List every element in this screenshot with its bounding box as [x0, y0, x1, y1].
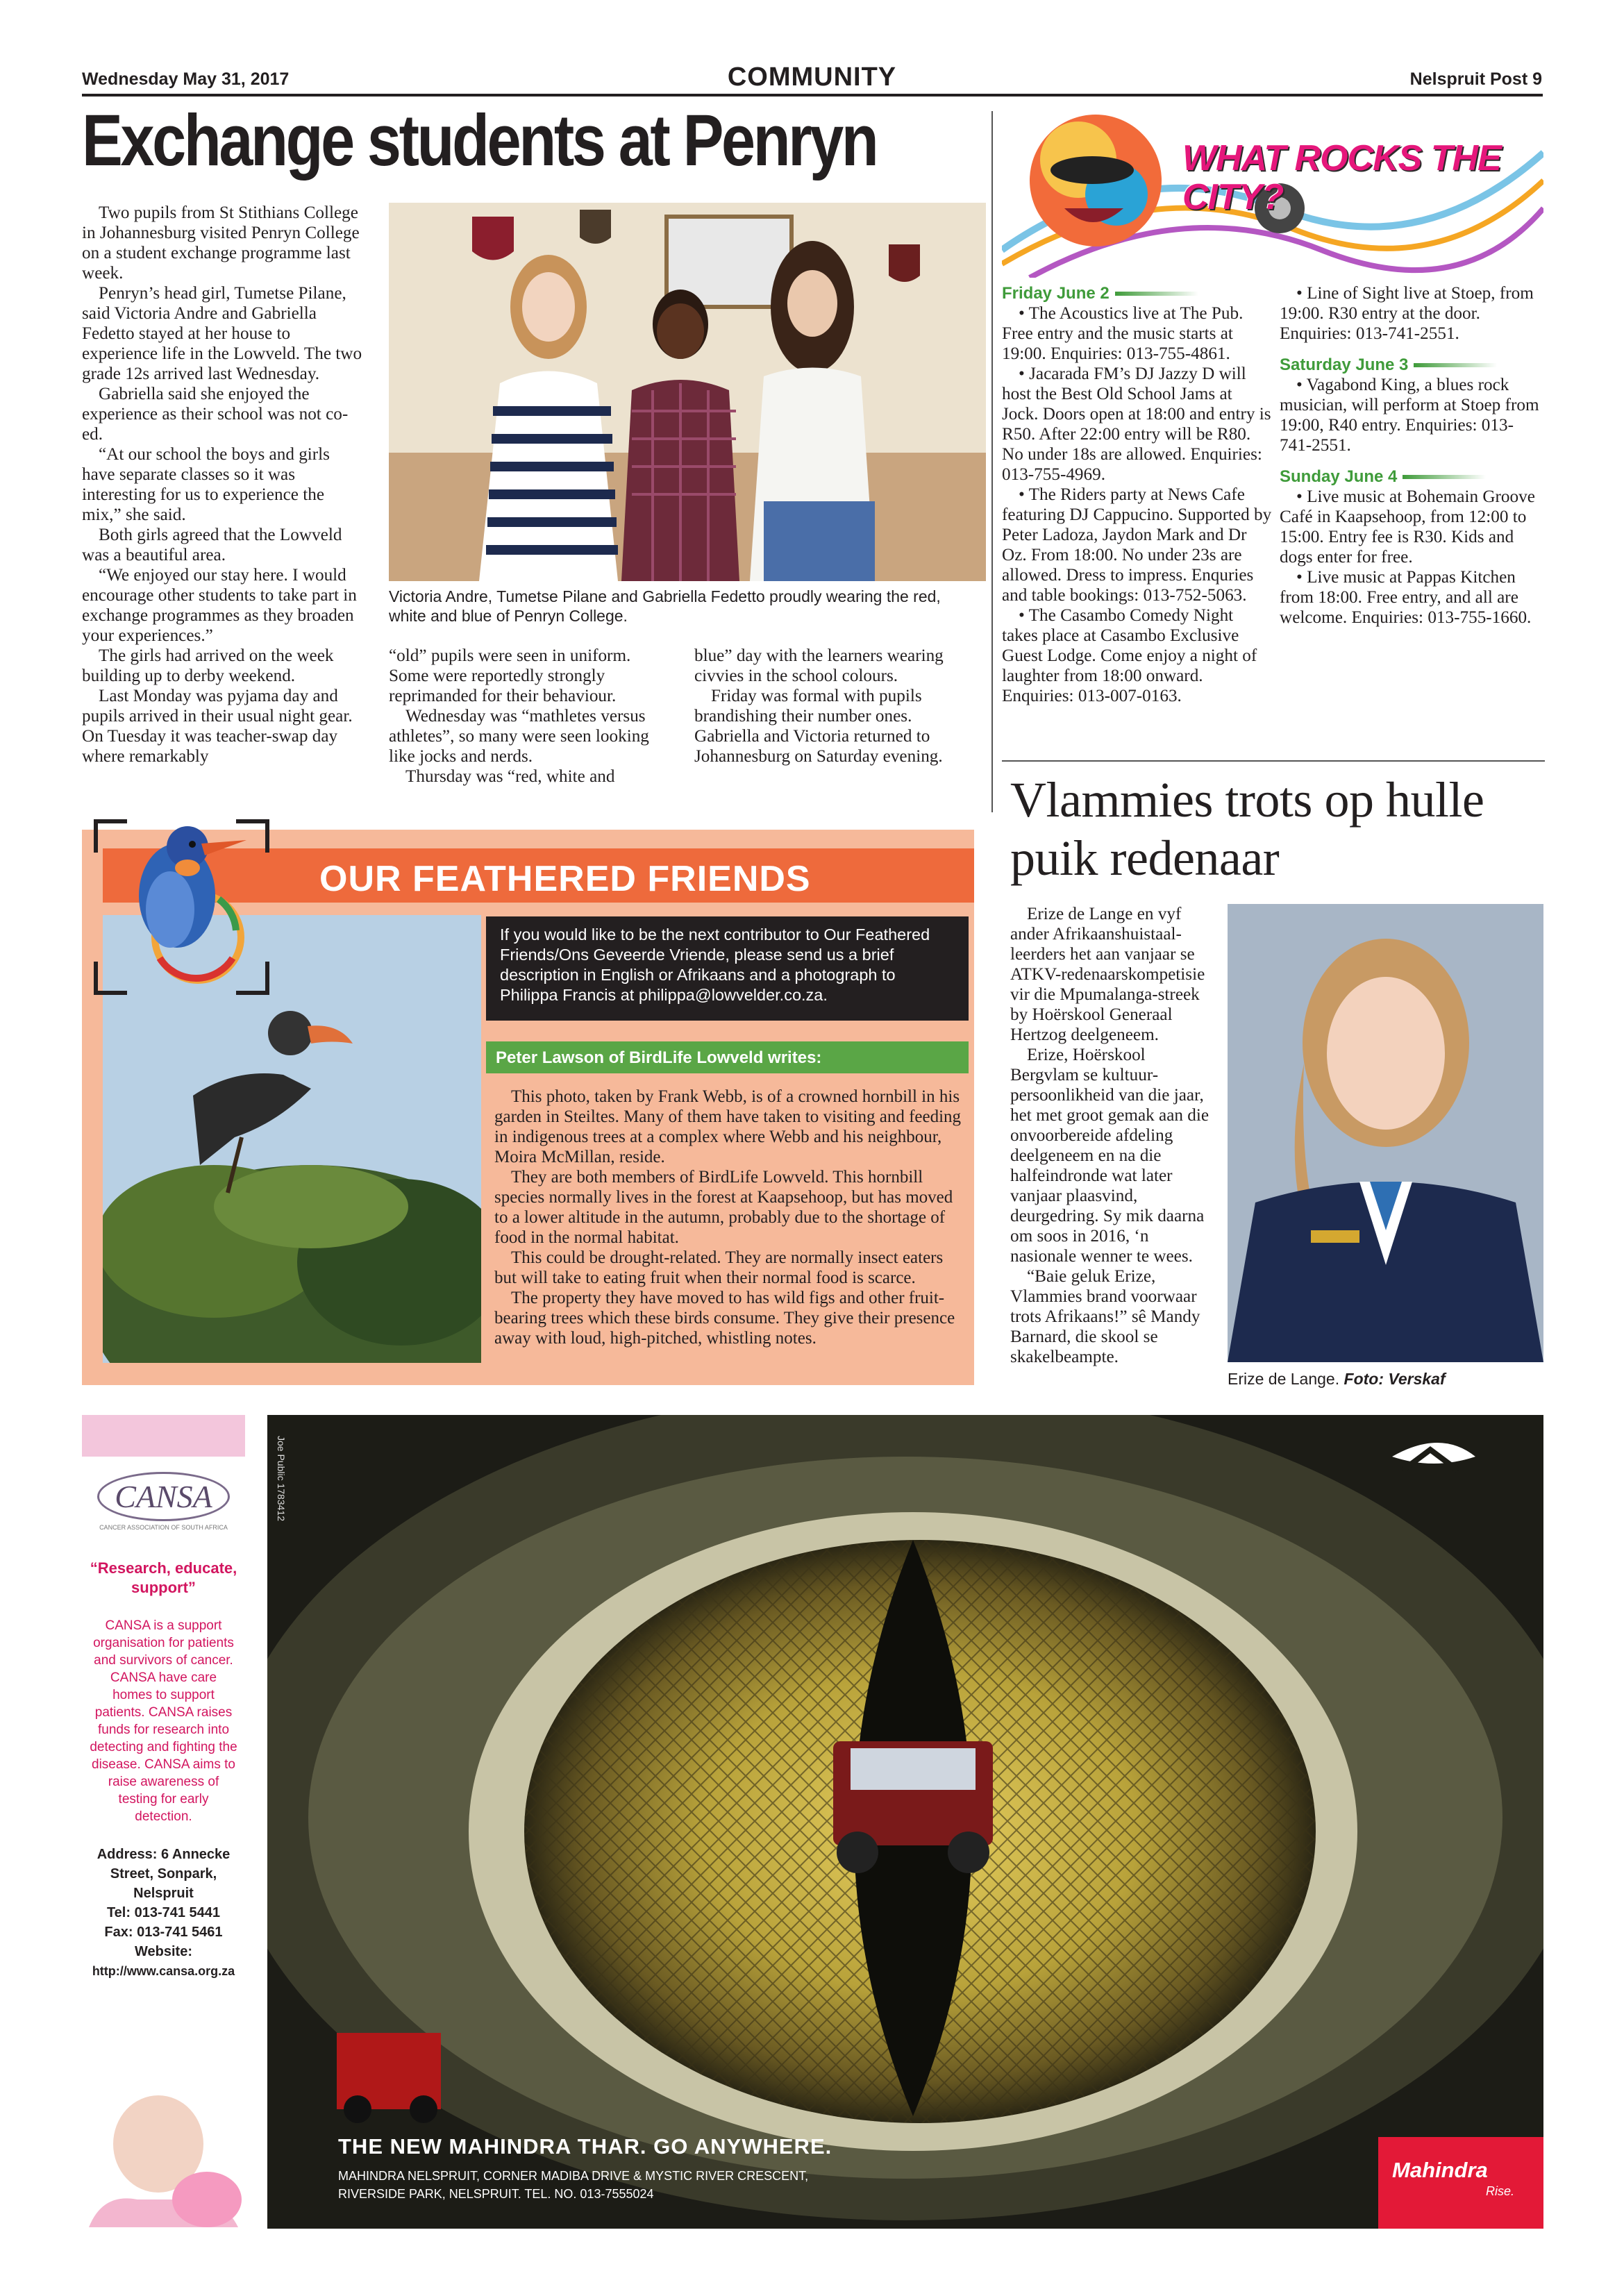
event-item: • Line of Sight live at Stoep, from 19:00. R30 entry at the door. Enquiries: 013-741-2551. — [1280, 284, 1534, 343]
day-heading — [1280, 467, 1545, 487]
cansa-top-bar — [82, 1415, 245, 1457]
day-heading — [1002, 283, 1273, 303]
vlammies-headline: Vlammies trots op hulle puik redenaar — [1010, 772, 1484, 886]
exchange-photo-caption: Victoria Andre, Tumetse Pilane and Gabriella Fedetto proudly wearing the red, white and blue of Penryn College. — [389, 587, 941, 625]
exchange-col2 — [389, 646, 670, 787]
cansa-logo-subtitle: CANCER ASSOCIATION OF SOUTH AFRICA — [99, 1524, 228, 1531]
survivor-illustration — [82, 2095, 245, 2227]
mahindra-brand-tag: Rise. — [1486, 2184, 1515, 2198]
caption-text: Erize de Lange. — [1228, 1370, 1340, 1388]
event-item: • The Casambo Comedy Night takes place at Casambo Exclusive Guest Lodge. Come enjoy a night of laughter from 18:00 onward. Enquiries: 013-007-0163. — [1002, 606, 1257, 705]
event-item: • Vagabond King, a blues rock musician, will perform at Stoep from 19:00, R40 entry. Enquiries: 013-741-2551. — [1280, 376, 1539, 455]
photo-illustration — [389, 203, 986, 581]
crocodile-eye-artwork — [267, 1415, 1543, 2229]
ad-address-line1: MAHINDRA NELSPRUIT, CORNER MADIBA DRIVE & MYSTIC RIVER CRESCENT, — [338, 2169, 809, 2183]
paragraph: Two pupils from St Stithians College in Johannesburg visited Penryn College on a student exchange programme last week. — [82, 203, 360, 283]
mahindra-advert — [267, 1415, 1543, 2229]
vlammies-body — [1010, 904, 1212, 1367]
paragraph: This photo, taken by Frank Webb, is of a crowned hornbill in his garden in Steiltes. Many of them have taken to visiting and feeding in indigenous trees at a complex where Webb and his neighbour, Moira McMillan, reside. — [494, 1087, 962, 1166]
paragraph: Erize, Hoërskool Bergvlam se kultuur-persoonlikheid van die jaar, het met groot gemak aan die onvoorbereide afdeling deelgeneem en na die halfeindronde wat later vanjaar plaasvind, deurgedring. Sy mik daarna om soos in 2016, ‘n nasionale wenner te wees. — [1010, 1046, 1209, 1266]
cansa-website-label: Website: — [135, 1944, 192, 1959]
paragraph: This could be drought-related. They are normally insect eaters but will take to eating fruit when their normal food is scarce. — [494, 1248, 944, 1287]
paragraph: “At our school the boys and girls have separate classes so it was interesting for us to experience the mix,” she said. — [82, 445, 330, 524]
exchange-students-photo — [389, 203, 986, 581]
exchange-headline: Exchange students at Penryn — [82, 100, 877, 181]
mahindra-brand: Mahindra — [1392, 2158, 1488, 2182]
events-col2 — [1280, 283, 1545, 628]
ad-headline: THE NEW MAHINDRA THAR. GO ANYWHERE. — [338, 2134, 832, 2159]
kingfisher-graphic — [122, 819, 246, 993]
kingfisher-icon — [122, 819, 246, 993]
feathered-friends-invite: If you would like to be the next contributor to Our Feathered Friends/Ons Geveerde Vriende, please send us a brief description in English or Afrikaans and a photograph to Philippa Francis at philippa@lowvelder.co.za. — [486, 916, 969, 1021]
paragraph: “We enjoyed our stay here. I would encourage other students to take part in exchange programmes as they broaden your experiences.” — [82, 566, 357, 645]
day-label: Sunday June 4 — [1280, 467, 1398, 486]
feathered-friends-body — [494, 1087, 966, 1348]
cansa-survivor-image — [82, 2095, 245, 2227]
cansa-fax: Fax: 013-741 5461 — [104, 1925, 223, 1940]
cansa-address: Address: 6 Annecke Street, Sonpark, Nelspruit — [97, 1847, 231, 1901]
agency-credit: Joe Public 1783412 — [276, 1436, 287, 1521]
feathered-friends-title: OUR FEATHERED FRIENDS — [319, 859, 811, 899]
day-heading-bar — [1115, 292, 1198, 296]
section-title: COMMUNITY — [727, 62, 897, 92]
paragraph: blue” day with the learners wearing civvies in the school colours. — [694, 646, 944, 685]
cansa-contact — [82, 1845, 245, 1981]
paragraph: Erize de Lange en vyf ander Afrikaanshuistaal-leerders het aan vanjaar se ATKV-redenaarskompetisie vir die Mpumalanga-streek by Hoërskool Generaal Hertzog deelgeneem. — [1010, 905, 1205, 1044]
event-item: • Live music at Bohemain Groove Café in Kaapsehoop, from 12:00 to 15:00. Entry fee is R30. Kids and dogs enter for free. — [1280, 487, 1535, 567]
what-rocks-banner — [1002, 111, 1543, 278]
cansa-tagline: “Research, educate, support” — [90, 1559, 237, 1596]
paragraph: Last Monday was pyjama day and pupils arrived in their usual night gear. On Tuesday it was teacher-swap day where remarkably — [82, 687, 353, 766]
what-rocks-title: WHAT ROCKS THE CITY? — [1182, 138, 1501, 217]
cansa-advert — [82, 1457, 245, 2227]
day-heading-bar — [1403, 475, 1486, 479]
paragraph: Thursday was “red, white and — [405, 767, 615, 786]
day-heading — [1280, 355, 1545, 375]
paragraph: Penryn’s head girl, Tumetse Pilane, said Victoria Andre and Gabriella Fedetto stayed at her house to experience life in the Lowveld. The two grade 12s arrived last Wednesday. — [82, 284, 362, 383]
paragraph: “old” pupils were seen in uniform. Some were reportedly strongly reprimanded for their behaviour. — [389, 646, 631, 705]
erize-photo — [1228, 904, 1543, 1362]
photo-credit: Foto: Verskaf — [1343, 1370, 1446, 1388]
cansa-logo — [82, 1457, 245, 1531]
paragraph: The girls had arrived on the week building up to derby weekend. — [82, 646, 334, 685]
paragraph: Gabriella said she enjoyed the experience as their school was not co-ed. — [82, 385, 349, 444]
day-heading-bar — [1414, 363, 1497, 367]
paragraph: Friday was formal with pupils brandishing their number ones. Gabriella and Victoria returned to Johannesburg on Saturday evening. — [694, 687, 943, 766]
event-item: • The Acoustics live at The Pub. Free entry and the music starts at 19:00. Enquiries: 013-755-4861. — [1002, 304, 1244, 363]
header-rule — [82, 94, 1543, 97]
event-item: • The Riders party at News Cafe featuring DJ Cappucino. Supported by Peter Ladoza, Jaydon Mark and Dr Oz. From 18:00. No under 23s are allowed. Dress to impress. Enquries and table bookings: 013-752-5063. — [1002, 485, 1272, 605]
event-item: • Jacarada FM’s DJ Jazzy D will host the Best Old School Jams at Jock. Doors open at 18:00 and entry is R50. After 22:00 entry will be R80. No under 18s are allowed. Enquiries: 013-755-4969. — [1002, 364, 1271, 484]
day-label: Friday June 2 — [1002, 284, 1110, 303]
day-label: Saturday June 3 — [1280, 355, 1409, 374]
feathered-friends-byline: Peter Lawson of BirdLife Lowveld writes: — [486, 1041, 969, 1073]
cansa-tel: Tel: 013-741 5441 — [106, 1905, 221, 1920]
exchange-col1 — [82, 203, 363, 766]
portrait-illustration — [1228, 904, 1543, 1362]
erize-caption — [1228, 1369, 1543, 1389]
ad-address-line2: RIVERSIDE PARK, NELSPRUIT. TEL. NO. 013-7555024 — [338, 2187, 654, 2201]
paragraph: Wednesday was “mathletes versus athletes”, so many were seen looking like jocks and nerds. — [389, 707, 649, 766]
paragraph: “Baie geluk Erize, Vlammies brand voorwaar trots Afrikaans!” sê Mandy Barnard, die skool se skakelbeampte. — [1010, 1267, 1200, 1366]
event-item: • Live music at Pappas Kitchen from 18:00. Free entry, and all are welcome. Enquiries: 013-755-1660. — [1280, 568, 1532, 627]
cansa-website[interactable]: http://www.cansa.org.za — [92, 1964, 235, 1978]
cansa-logo-text: CANSA — [97, 1472, 230, 1521]
page-number: Nelspruit Post 9 — [1409, 69, 1542, 89]
exchange-col3 — [694, 646, 979, 766]
section-divider — [1002, 760, 1545, 762]
paragraph: They are both members of BirdLife Lowveld. This hornbill species normally lives in the forest at Kaapsehoop, but has moved to a lower altitude in the autumn, probably due to the shortage of food in the normal habitat. — [494, 1168, 953, 1247]
column-divider — [991, 111, 993, 812]
events-col1 — [1002, 283, 1273, 706]
issue-date: Wednesday May 31, 2017 — [82, 69, 290, 89]
cansa-description: CANSA is a support organisation for patients and survivors of cancer. CANSA have care homes to support patients. CANSA raises funds for research into detecting and fighting the disease. CANSA aims to raise awareness of testing for early detection. — [90, 1618, 237, 1824]
paragraph: The property they have moved to has wild figs and other fruit-bearing trees which these birds consume. They give their presence away with loud, high-pitched, whistling notes. — [494, 1289, 955, 1348]
paragraph: Both girls agreed that the Lowveld was a beautiful area. — [82, 526, 342, 564]
